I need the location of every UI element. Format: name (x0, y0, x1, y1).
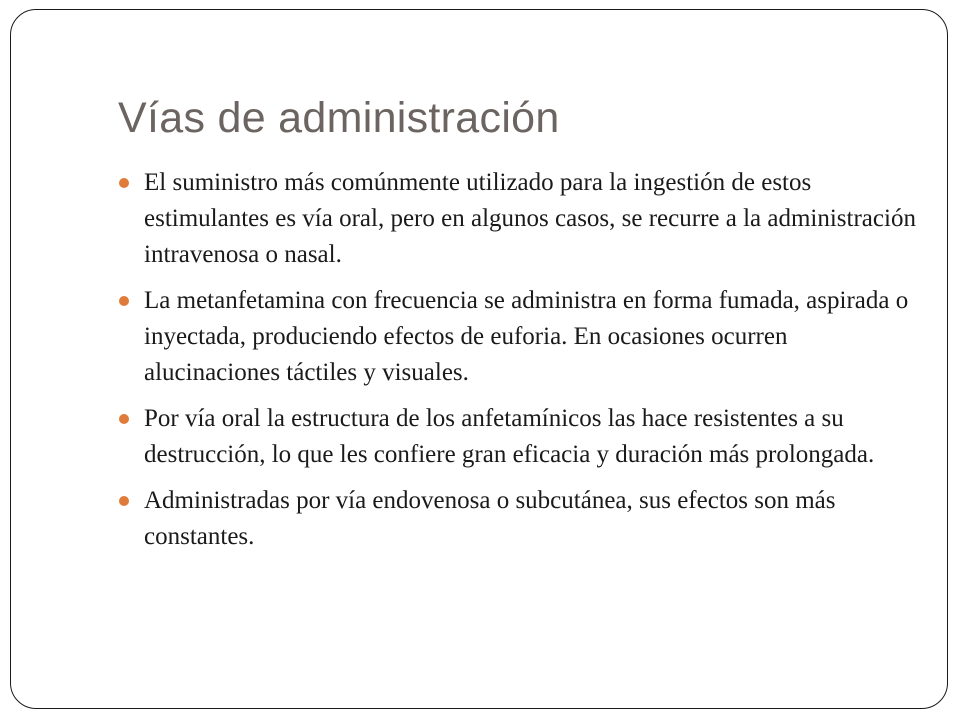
bullet-text: Administradas por vía endovenosa o subcutánea, sus efectos son más constantes. (144, 487, 836, 550)
bullet-text: La metanfetamina con frecuencia se administra en forma fumada, aspirada o inyectada, produciendo efectos de euforia. En ocasiones ocurren alucinaciones táctiles y visuales. (144, 287, 909, 386)
bullet-text: El suministro más comúnmente utilizado para la ingestión de estos estimulantes es vía oral, pero en algunos casos, se recurre a la administración intravenosa o nasal. (144, 169, 916, 268)
slide-title: Vías de administración (118, 94, 560, 142)
slide-frame (10, 9, 948, 709)
bullet-item (117, 165, 917, 273)
bullet-dot-icon (119, 496, 129, 506)
bullet-item (117, 483, 917, 555)
bullet-item (117, 401, 917, 473)
bullet-item (117, 283, 917, 391)
bullet-dot-icon (119, 296, 129, 306)
bullet-list (117, 165, 917, 565)
bullet-text: Por vía oral la estructura de los anfetamínicos las hace resistentes a su destrucción, lo que les confiere gran eficacia y duración más prolongada. (144, 405, 875, 468)
bullet-dot-icon (119, 414, 129, 424)
bullet-dot-icon (119, 178, 129, 188)
